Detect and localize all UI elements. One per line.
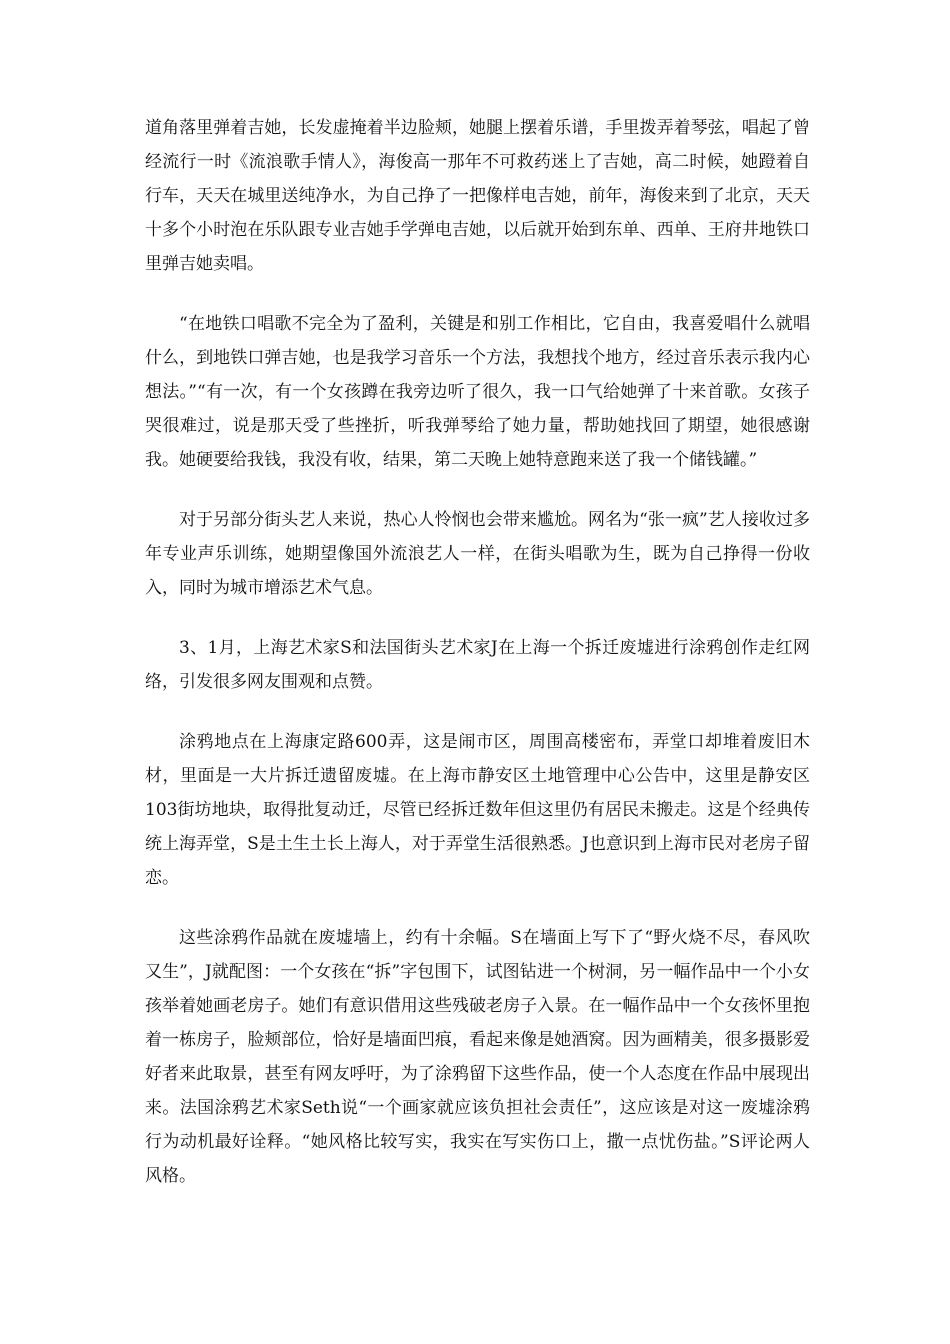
paragraph-3: 对于另部分街头艺人来说，热心人怜悯也会带来尴尬。网名为“张一疯”艺人接收过多年专业声乐训练，她期望像国外流浪艺人一样，在街头唱歌为生，既为自己挣得一份收入，同时为城市增添艺术气息。 (145, 510, 810, 598)
document-page (145, 111, 810, 1219)
paragraph-5: 涂鸦地点在上海康定路600弄，这是闹市区，周围高楼密布，弄堂口却堆着废旧木材，里面是一大片拆迁遗留废墟。在上海市静安区土地管理中心公告中，这里是静安区103街坊地块，取得批复动迁，尽管已经拆迁数年但这里仍有居民未搬走。这是个经典传统上海弄堂，S是土生土长上海人，对于弄堂生活很熟悉。J也意识到上海市民对老房子留恋。 (145, 732, 810, 888)
paragraph-4: 3、1月，上海艺术家S和法国街头艺术家J在上海一个拆迁废墟进行涂鸦创作走红网络，引发很多网友围观和点赞。 (145, 638, 810, 692)
paragraph-6: 这些涂鸦作品就在废墟墙上，约有十余幅。S在墙面上写下了“野火烧不尽，春风吹又生”，J就配图：一个女孩在“拆”字包围下，试图钻进一个树洞，另一幅作品中一个小女孩举着她画老房子。她们有意识借用这些残破老房子入景。在一幅作品中一个女孩怀里抱着一栋房子，脸颊部位，恰好是墙面凹痕，看起来像是她酒窝。因为画精美，很多摄影爱好者来此取景，甚至有网友呼吁，为了涂鸦留下这些作品，使一个人态度在作品中展现出来。法国涂鸦艺术家Seth说“一个画家就应该负担社会责任”，这应该是对这一废墟涂鸦行为动机最好诠释。“她风格比较写实，我实在写实伤口上，撒一点忧伤盐。”S评论两人风格。 (145, 928, 810, 1186)
paragraph-2: “在地铁口唱歌不完全为了盈利，关键是和别工作相比，它自由，我喜爱唱什么就唱什么，到地铁口弹吉她，也是我学习音乐一个方法，我想找个地方，经过音乐表示我内心想法。”“有一次，有一个女孩蹲在我旁边听了很久，我一口气给她弹了十来首歌。女孩子哭很难过，说是那天受了些挫折，听我弹琴给了她力量，帮助她找回了期望，她很感谢我。她硬要给我钱，我没有收，结果，第二天晚上她特意跑来送了我一个储钱罐。” (145, 314, 810, 470)
paragraph-1: 道角落里弹着吉她，长发虚掩着半边脸颊，她腿上摆着乐谱，手里拨弄着琴弦，唱起了曾经流行一时《流浪歌手情人》，海俊高一那年不可救药迷上了吉她，高二时候，她蹬着自行车，天天在城里送纯净水，为自己挣了一把像样电吉她，前年，海俊来到了北京，天天十多个小时泡在乐队跟专业吉她手学弹电吉她，以后就开始到东单、西单、王府井地铁口里弹吉她卖唱。 (145, 118, 810, 274)
